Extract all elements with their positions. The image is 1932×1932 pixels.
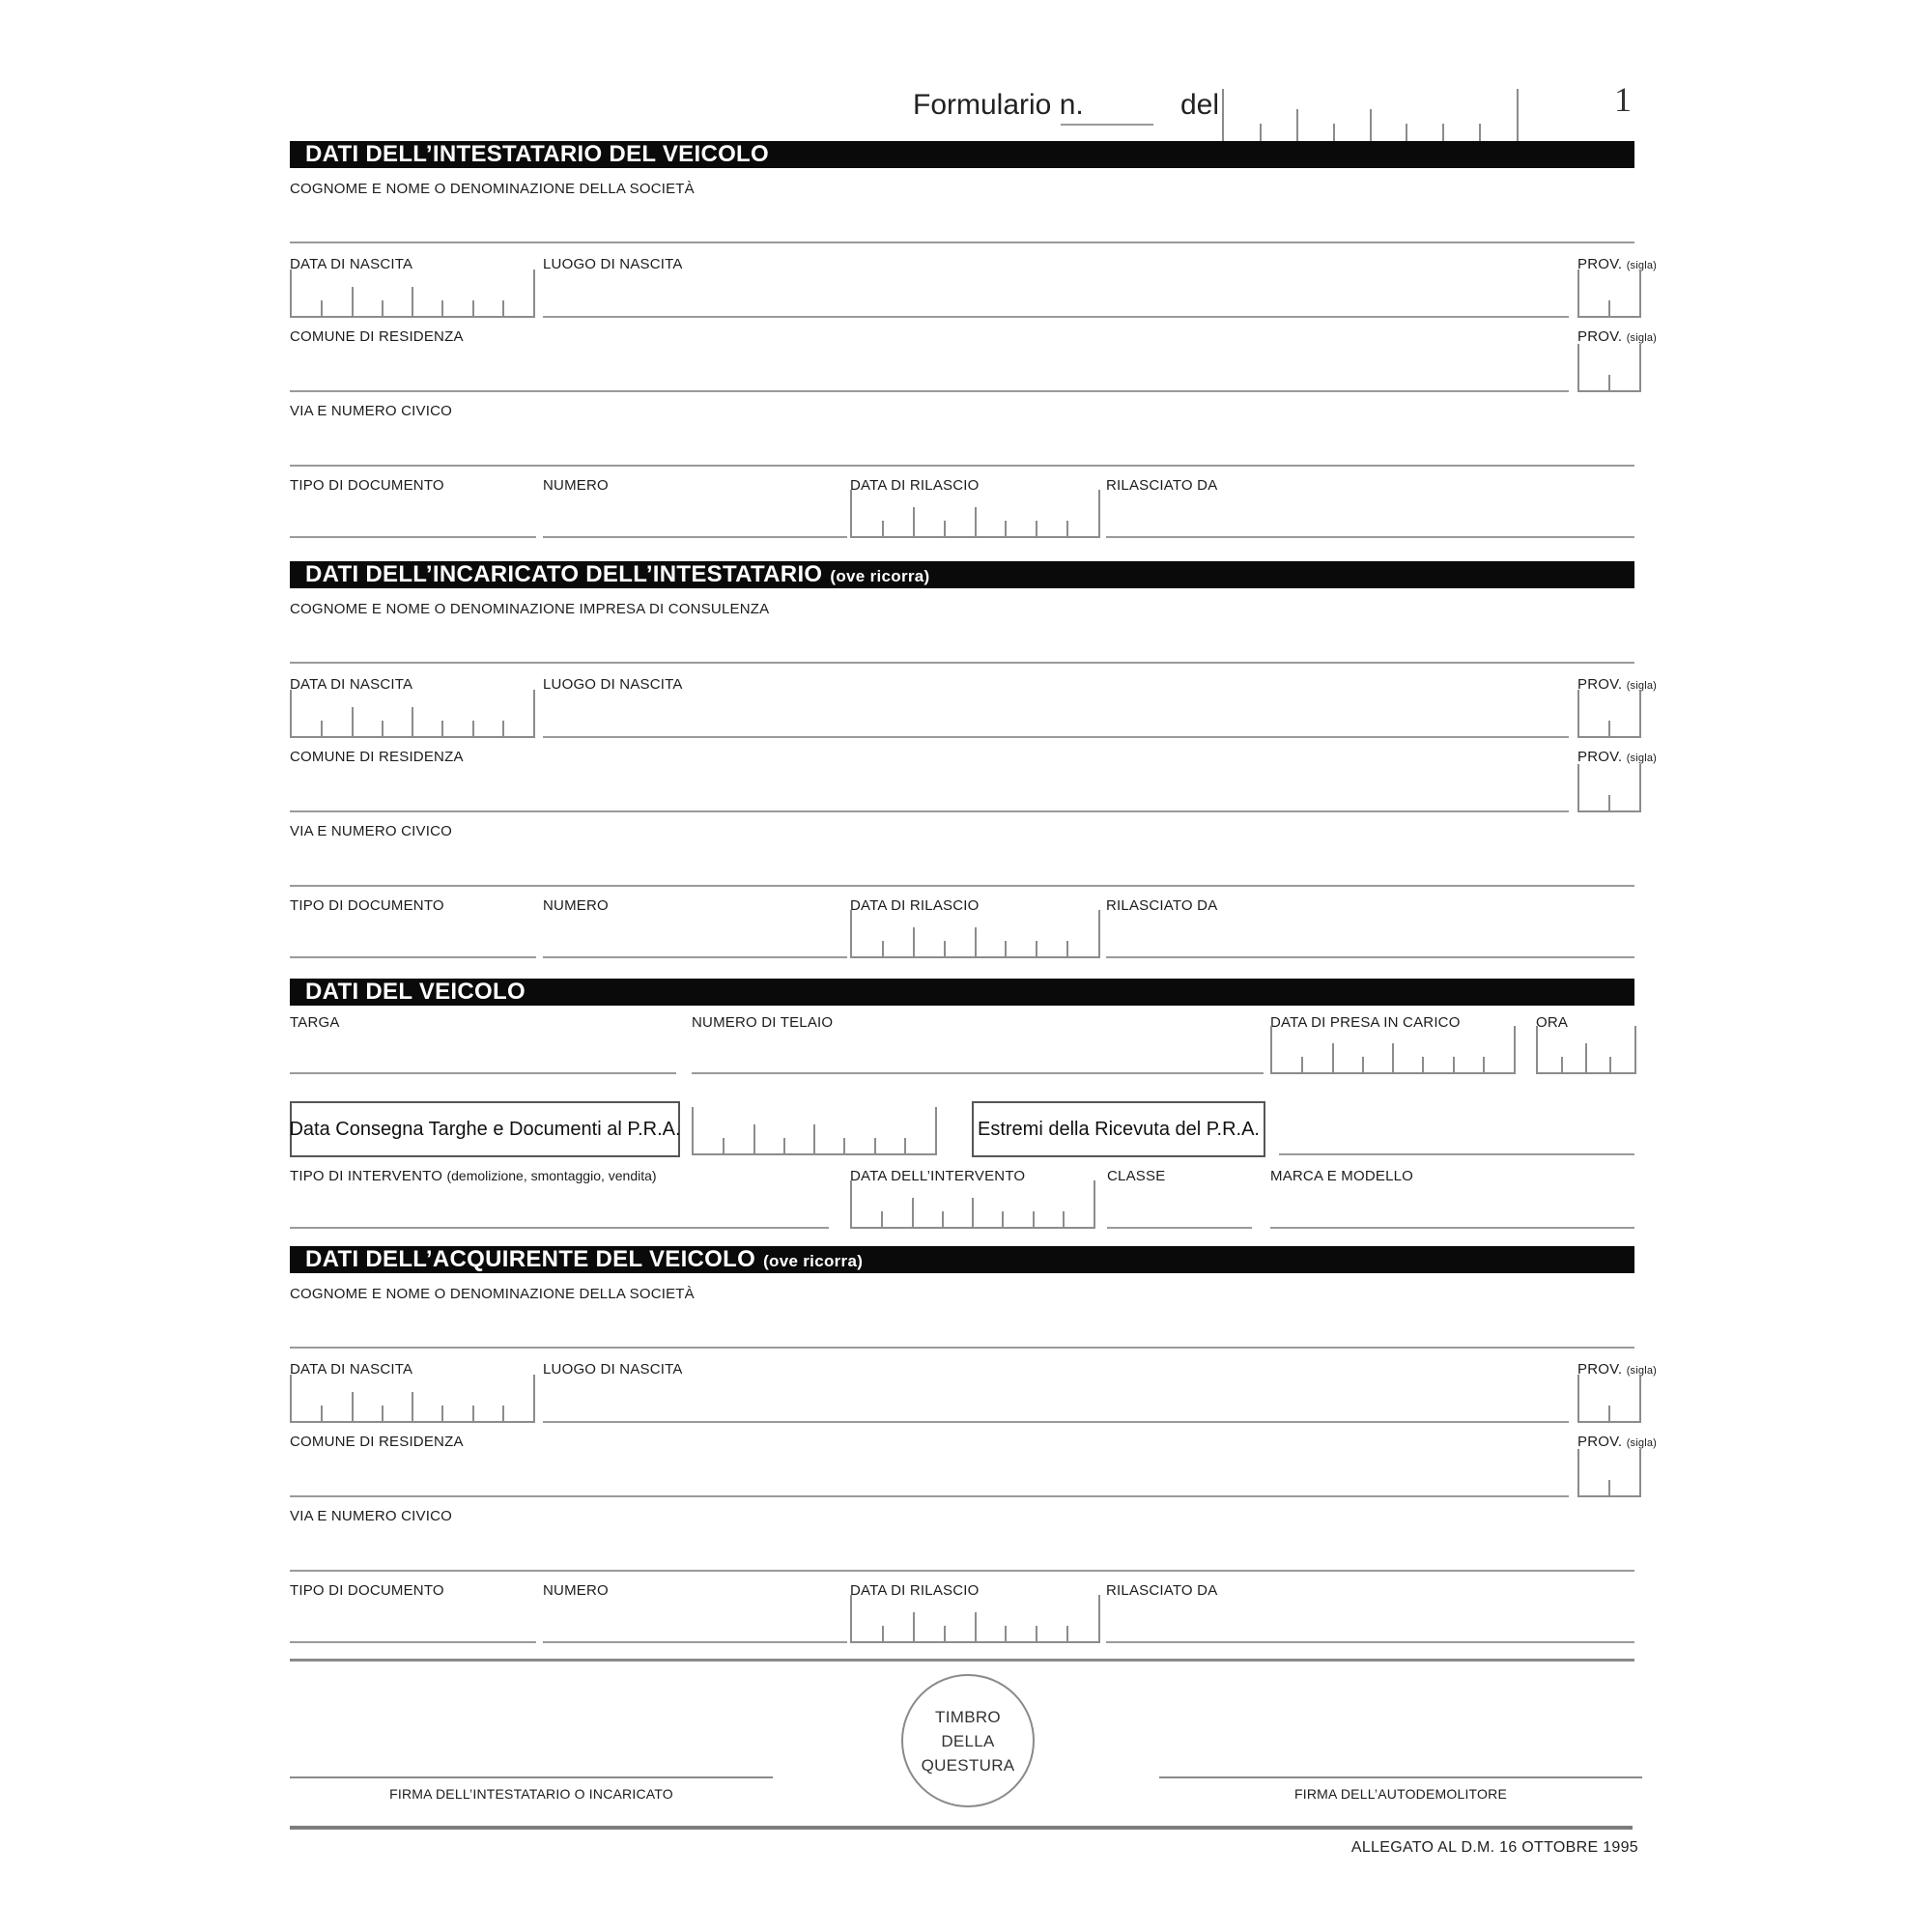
data-nascita-comb <box>290 690 535 738</box>
comb-tick <box>944 941 946 956</box>
label-data-rilascio: DATA DI RILASCIO <box>850 1582 980 1599</box>
comb-tick <box>502 721 504 736</box>
prov-text: PROV. <box>1577 328 1623 345</box>
ricevuta-pra-line <box>1279 1153 1634 1155</box>
signature-label-left: FIRMA DELL’INTESTATARIO O INCARICATO <box>389 1786 673 1802</box>
comb-tick <box>1561 1057 1563 1072</box>
data-nascita-comb <box>290 270 535 318</box>
label-numero: NUMERO <box>543 1582 609 1599</box>
luogo-nascita-line <box>543 1421 1569 1423</box>
comb-tick <box>412 1392 413 1421</box>
cognome-line <box>290 662 1634 664</box>
signature-label-right: FIRMA DELL’AUTODEMOLITORE <box>1294 1786 1507 1802</box>
comb-tick <box>472 1406 474 1421</box>
comb-tick <box>1005 521 1007 536</box>
label-comune-residenza: COMUNE DI RESIDENZA <box>290 749 464 765</box>
label-data-di-nascita: DATA DI NASCITA <box>290 676 413 693</box>
section-bar-incaricato <box>290 561 1634 588</box>
sigla-text: (sigla) <box>1626 260 1658 271</box>
comb-tick <box>1406 124 1407 142</box>
prov-text: PROV. <box>1577 749 1623 765</box>
comb-tick <box>412 287 413 316</box>
data-intervento-comb <box>850 1180 1095 1229</box>
numero-line <box>543 536 847 538</box>
label-cognome-consulenza: COGNOME E NOME O DENOMINAZIONE IMPRESA DI CONSULENZA <box>290 601 770 617</box>
numero-telaio-line <box>692 1072 1264 1074</box>
comb-tick <box>1005 941 1007 956</box>
numero-line <box>543 1641 847 1643</box>
label-numero-telaio: NUMERO DI TELAIO <box>692 1014 834 1031</box>
section-bar-veicolo <box>290 979 1634 1006</box>
label-luogo-di-nascita: LUOGO DI NASCITA <box>543 1361 683 1378</box>
comb-tick <box>382 721 384 736</box>
comb-tick <box>904 1138 906 1153</box>
comb-tick <box>843 1138 845 1153</box>
sigla-text: (sigla) <box>1626 1437 1658 1449</box>
comb-tick <box>1036 521 1037 536</box>
label-comune-residenza: COMUNE DI RESIDENZA <box>290 1434 464 1450</box>
cognome-line <box>290 1347 1634 1349</box>
label-ora: ORA <box>1536 1014 1569 1031</box>
block-acquirente <box>290 1278 1658 1645</box>
label-rilasciato-da: RILASCIATO DA <box>1106 477 1218 494</box>
section-title: DATI DELL’ACQUIRENTE DEL VEICOLO <box>305 1246 756 1272</box>
via-line <box>290 885 1634 887</box>
data-rilascio-comb <box>850 910 1100 958</box>
label-data-presa-in-carico: DATA DI PRESA IN CARICO <box>1270 1014 1461 1031</box>
section-title: DATI DELL’INTESTATARIO DEL VEICOLO <box>305 141 769 167</box>
consegna-pra-comb <box>692 1107 937 1155</box>
acquirente-closing-line <box>290 1659 1634 1662</box>
comb-tick <box>1063 1211 1065 1227</box>
comb-tick <box>382 1406 384 1421</box>
comb-tick <box>944 1626 946 1641</box>
formulario-date-comb <box>1222 89 1519 144</box>
comb-tick <box>1608 300 1610 316</box>
comb-tick <box>1036 941 1037 956</box>
luogo-nascita-line <box>543 316 1569 318</box>
comb-tick <box>1066 521 1068 536</box>
prov-residenza-box <box>1577 764 1641 812</box>
label-rilasciato-da: RILASCIATO DA <box>1106 1582 1218 1599</box>
comb-tick <box>913 507 915 536</box>
comb-tick <box>753 1124 755 1153</box>
comb-tick <box>975 507 977 536</box>
sigla-text: (sigla) <box>1626 1365 1658 1377</box>
data-nascita-comb <box>290 1375 535 1423</box>
comb-tick <box>912 1198 914 1227</box>
comb-tick <box>352 1392 354 1421</box>
section-suffix: (ove ricorra) <box>763 1252 864 1270</box>
comb-tick <box>1066 1626 1068 1641</box>
formulario-number-line <box>1061 124 1153 126</box>
comb-tick <box>1301 1057 1303 1072</box>
tipo-documento-line <box>290 1641 536 1643</box>
sigla-text: (sigla) <box>1626 332 1658 344</box>
section-bar-acquirente <box>290 1246 1634 1273</box>
comb-tick <box>472 721 474 736</box>
stamp-circle <box>901 1674 1035 1807</box>
comb-tick <box>882 941 884 956</box>
ricevuta-pra-box <box>972 1101 1265 1157</box>
sigla-text: (sigla) <box>1626 680 1658 692</box>
rilasciato-da-line <box>1106 1641 1634 1643</box>
label-data-rilascio: DATA DI RILASCIO <box>850 477 980 494</box>
comb-tick <box>1392 1043 1394 1072</box>
comb-tick <box>1585 1043 1587 1072</box>
label-tipo-documento: TIPO DI DOCUMENTO <box>290 1582 444 1599</box>
label-tipo-intervento <box>290 1168 657 1184</box>
data-rilascio-comb <box>850 490 1100 538</box>
stamp-line2: DELLA <box>941 1731 995 1750</box>
comb-tick <box>1483 1057 1485 1072</box>
label-numero: NUMERO <box>543 477 609 494</box>
data-rilascio-comb <box>850 1595 1100 1643</box>
prov-nascita-box <box>1577 690 1641 738</box>
footer-note: ALLEGATO AL D.M. 16 OTTOBRE 1995 <box>1350 1839 1638 1856</box>
comb-tick <box>1608 1480 1610 1495</box>
comb-tick <box>1005 1626 1007 1641</box>
label-data-di-nascita: DATA DI NASCITA <box>290 1361 413 1378</box>
comb-tick <box>1002 1211 1004 1227</box>
tipo-documento-line <box>290 956 536 958</box>
comb-tick <box>874 1138 876 1153</box>
comb-tick <box>1422 1057 1424 1072</box>
comb-tick <box>321 721 323 736</box>
label-data-di-nascita: DATA DI NASCITA <box>290 256 413 272</box>
label-via-numero-civico: VIA E NUMERO CIVICO <box>290 823 452 839</box>
comb-tick <box>723 1138 724 1153</box>
comb-tick <box>1332 1043 1334 1072</box>
sigla-text: (sigla) <box>1626 753 1658 764</box>
targa-line <box>290 1072 676 1074</box>
prov-text: PROV. <box>1577 1361 1623 1378</box>
comb-tick <box>472 300 474 316</box>
comb-tick <box>352 707 354 736</box>
marca-modello-line <box>1270 1227 1634 1229</box>
comune-residenza-line <box>290 1495 1569 1497</box>
label-data-rilascio: DATA DI RILASCIO <box>850 897 980 914</box>
label-rilasciato-da: RILASCIATO DA <box>1106 897 1218 914</box>
comb-tick <box>942 1211 944 1227</box>
stamp-line3: QUESTURA <box>921 1755 1015 1775</box>
prov-residenza-box <box>1577 344 1641 392</box>
prov-nascita-box <box>1577 270 1641 318</box>
prov-nascita-box <box>1577 1375 1641 1423</box>
prov-text: PROV. <box>1577 676 1623 693</box>
comb-tick <box>441 300 443 316</box>
tipo-intervento-note: (demolizione, smontaggio, vendita) <box>446 1168 657 1183</box>
label-targa: TARGA <box>290 1014 340 1031</box>
comb-tick <box>1608 795 1610 810</box>
section-suffix: (ove ricorra) <box>830 567 930 585</box>
tipo-documento-line <box>290 536 536 538</box>
section-title: DATI DEL VEICOLO <box>305 979 526 1005</box>
classe-line <box>1107 1227 1252 1229</box>
comb-tick <box>881 1211 883 1227</box>
comb-tick <box>1260 124 1262 142</box>
via-line <box>290 465 1634 467</box>
section-bar-intestatario <box>290 141 1634 168</box>
comb-tick <box>1609 1057 1611 1072</box>
comb-tick <box>913 927 915 956</box>
label-cognome-societa: COGNOME E NOME O DENOMINAZIONE DELLA SOCIETÀ <box>290 1286 695 1302</box>
comb-tick <box>1362 1057 1364 1072</box>
comb-tick <box>975 927 977 956</box>
comb-tick <box>972 1198 974 1227</box>
ricevuta-pra-text: Estremi della Ricevuta del P.R.A. <box>978 1118 1260 1140</box>
comb-tick <box>813 1124 815 1153</box>
prov-residenza-box <box>1577 1449 1641 1497</box>
comb-tick <box>1333 124 1335 142</box>
comb-tick <box>502 300 504 316</box>
luogo-nascita-line <box>543 736 1569 738</box>
tipo-intervento-line <box>290 1227 829 1229</box>
comb-tick <box>352 287 354 316</box>
comb-tick <box>1608 721 1610 736</box>
label-tipo-documento: TIPO DI DOCUMENTO <box>290 477 444 494</box>
label-tipo-documento: TIPO DI DOCUMENTO <box>290 897 444 914</box>
prov-text: PROV. <box>1577 1434 1623 1450</box>
label-data-intervento: DATA DELL’INTERVENTO <box>850 1168 1026 1184</box>
signature-line-left <box>290 1776 773 1778</box>
comb-tick <box>1370 109 1372 142</box>
bottom-rule <box>290 1826 1633 1830</box>
comb-tick <box>1608 375 1610 390</box>
consegna-pra-text: Data Consegna Targhe e Documenti al P.R.A. <box>289 1118 681 1140</box>
comb-tick <box>882 1626 884 1641</box>
comb-tick <box>321 300 323 316</box>
signature-line-right <box>1159 1776 1642 1778</box>
label-prov-residenza <box>1577 1434 1657 1450</box>
via-line <box>290 1570 1634 1572</box>
block-intestatario <box>290 173 1658 540</box>
label-cognome-societa: COGNOME E NOME O DENOMINAZIONE DELLA SOCIETÀ <box>290 181 695 197</box>
comb-tick <box>441 1406 443 1421</box>
comb-tick <box>1036 1626 1037 1641</box>
prov-text: PROV. <box>1577 256 1623 272</box>
comb-tick <box>1442 124 1444 142</box>
comb-tick <box>502 1406 504 1421</box>
label-prov-residenza <box>1577 749 1657 765</box>
comb-tick <box>975 1612 977 1641</box>
rilasciato-da-line <box>1106 536 1634 538</box>
block-incaricato <box>290 593 1658 960</box>
comb-tick <box>382 300 384 316</box>
comune-residenza-line <box>290 390 1569 392</box>
comb-tick <box>1453 1057 1455 1072</box>
formulario-label: Formulario n. <box>913 89 1084 121</box>
label-via-numero-civico: VIA E NUMERO CIVICO <box>290 403 452 419</box>
comb-tick <box>1296 109 1298 142</box>
label-marca-modello: MARCA E MODELLO <box>1270 1168 1414 1184</box>
cognome-line <box>290 242 1634 243</box>
label-classe: CLASSE <box>1107 1168 1166 1184</box>
comune-residenza-line <box>290 810 1569 812</box>
consegna-pra-box <box>290 1101 680 1157</box>
tipo-intervento-text: TIPO DI INTERVENTO <box>290 1168 443 1184</box>
comb-tick <box>882 521 884 536</box>
ora-comb <box>1536 1026 1636 1074</box>
comb-tick <box>441 721 443 736</box>
stamp-line1: TIMBRO <box>935 1707 1001 1726</box>
comb-tick <box>1033 1211 1035 1227</box>
label-luogo-di-nascita: LUOGO DI NASCITA <box>543 256 683 272</box>
section-title: DATI DELL’INCARICATO DELL’INTESTATARIO <box>305 561 823 587</box>
label-comune-residenza: COMUNE DI RESIDENZA <box>290 328 464 345</box>
label-via-numero-civico: VIA E NUMERO CIVICO <box>290 1508 452 1524</box>
comb-tick <box>944 521 946 536</box>
numero-line <box>543 956 847 958</box>
label-numero: NUMERO <box>543 897 609 914</box>
comb-tick <box>321 1406 323 1421</box>
page-number: 1 <box>1614 80 1632 119</box>
label-prov-residenza <box>1577 328 1657 345</box>
comb-tick <box>412 707 413 736</box>
comb-tick <box>1608 1406 1610 1421</box>
comb-tick <box>1479 124 1481 142</box>
comb-tick <box>1066 941 1068 956</box>
del-label: del <box>1180 89 1220 121</box>
comb-tick <box>783 1138 785 1153</box>
comb-tick <box>913 1612 915 1641</box>
label-luogo-di-nascita: LUOGO DI NASCITA <box>543 676 683 693</box>
block-veicolo <box>290 1010 1634 1242</box>
presa-in-carico-comb <box>1270 1026 1516 1074</box>
rilasciato-da-line <box>1106 956 1634 958</box>
